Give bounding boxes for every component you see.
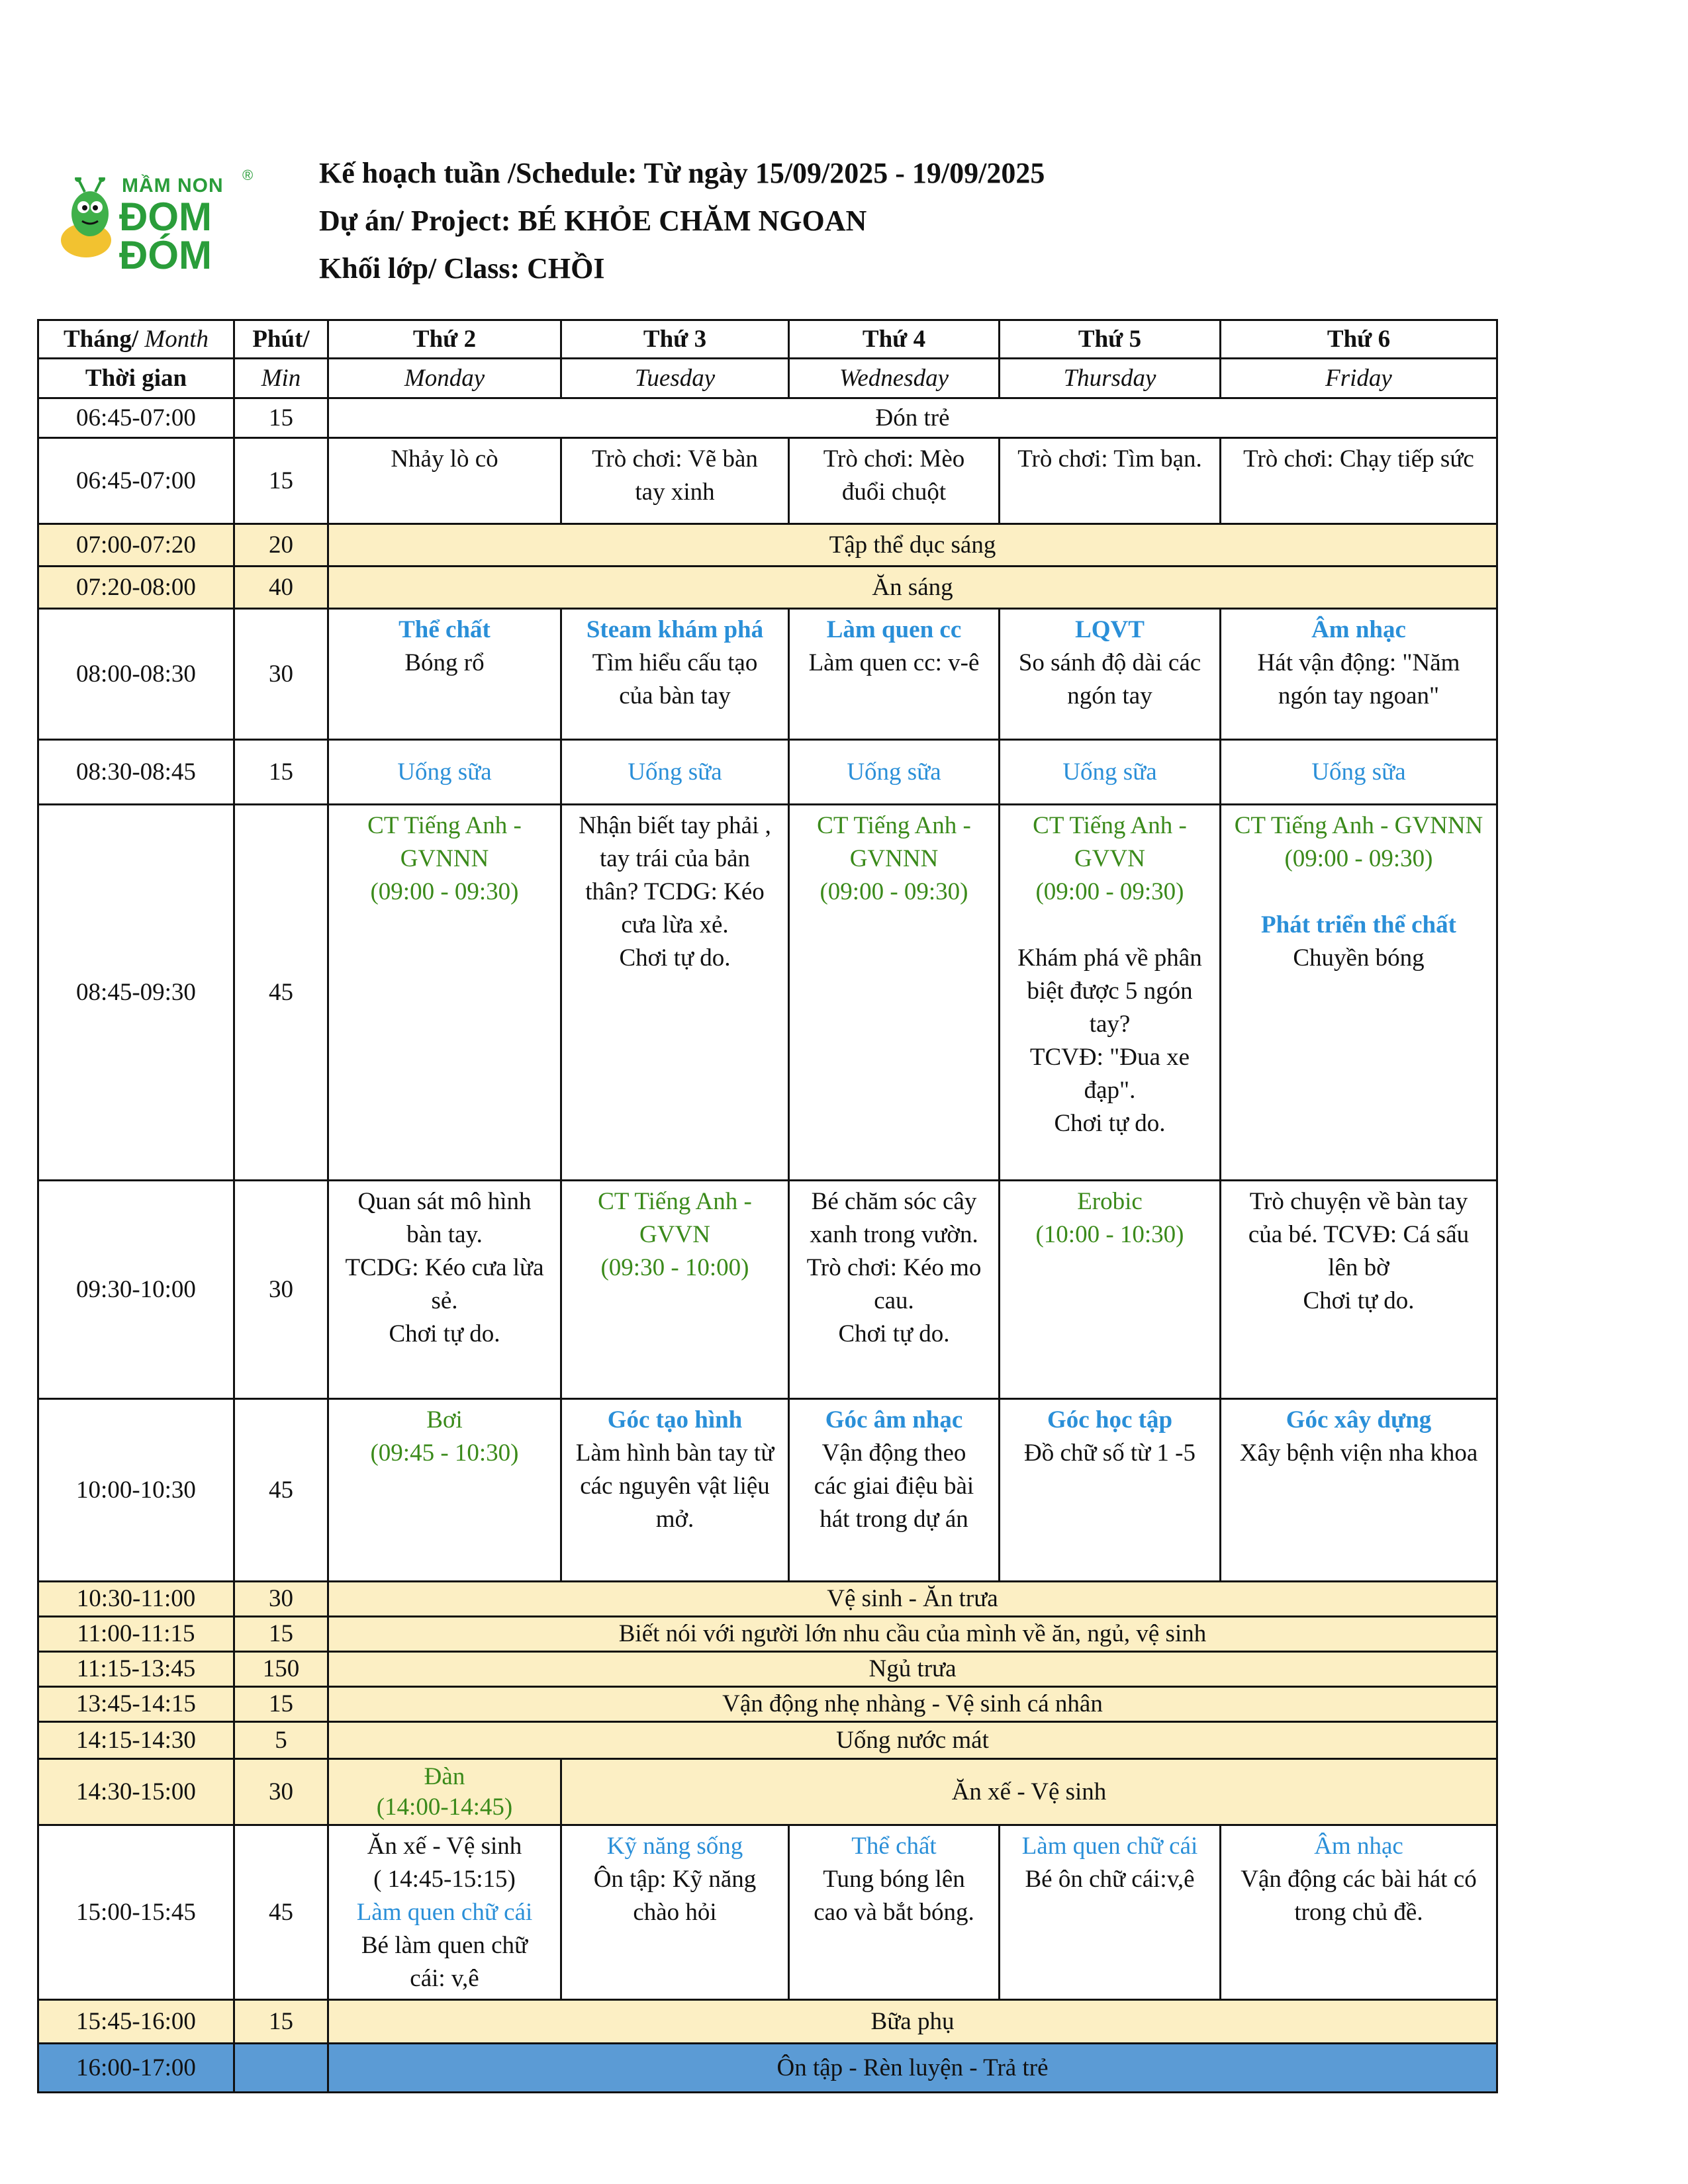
cell-text: ngón tay bbox=[1067, 682, 1152, 709]
cell-text: sẻ. bbox=[431, 1287, 458, 1314]
cell-text: Bé chăm sóc cây bbox=[811, 1188, 977, 1215]
activity-cell: Đón trẻ bbox=[328, 398, 1497, 438]
cell-text: (10:00 - 10:30) bbox=[1035, 1221, 1184, 1248]
cell-text: đuổi chuột bbox=[841, 478, 947, 506]
table-row bbox=[38, 2000, 1497, 2044]
cell-text: cái: v,ê bbox=[410, 1965, 479, 1992]
thu-cell bbox=[1000, 805, 1221, 1181]
cell-title: Steam khám phá bbox=[586, 616, 764, 643]
cell-text: của bé. TCVĐ: Cá sấu bbox=[1248, 1221, 1470, 1248]
cell-title: Âm nhạc bbox=[1311, 616, 1406, 643]
cell-title: Thể chất bbox=[399, 616, 491, 643]
cell-text: các giai điệu bài bbox=[814, 1473, 974, 1500]
min-cell: 30 bbox=[234, 1181, 328, 1399]
cell-text: thân? TCDG: Kéo bbox=[585, 878, 765, 905]
min-cell: 40 bbox=[234, 567, 328, 609]
cell-text: TCDG: Kéo cưa lừa bbox=[345, 1254, 544, 1281]
time-cell: 10:00-10:30 bbox=[38, 1399, 234, 1582]
cell-text: Trò chơi: Mèo bbox=[823, 445, 965, 473]
cell-text: Trò chơi: Kéo mo bbox=[806, 1254, 982, 1281]
cell-text: cưa lừa xẻ. bbox=[621, 911, 729, 938]
activity-cell: Biết nói với người lớn nhu cầu của mình về ăn, ngủ, vệ sinh bbox=[328, 1617, 1497, 1652]
day-header-fri: Thứ 6 bbox=[1221, 320, 1497, 359]
day-header-tue: Thứ 3 bbox=[561, 320, 789, 359]
fri-cell bbox=[1221, 609, 1497, 740]
mon-cell bbox=[328, 805, 561, 1181]
cell-text: tay trái của bản bbox=[599, 845, 751, 872]
month-header bbox=[38, 320, 234, 359]
week-plan-title: Kế hoạch tuần /Schedule: Từ ngày 15/09/2025 - 19/09/2025 bbox=[319, 157, 1045, 189]
time-cell: 06:45-07:00 bbox=[38, 438, 234, 524]
cell-text: Chơi tự do. bbox=[1303, 1287, 1415, 1314]
thu-cell bbox=[1000, 1181, 1221, 1399]
cell-text: Tìm hiểu cấu tạo bbox=[592, 649, 758, 676]
tue-cell bbox=[561, 609, 789, 740]
time-cell: 07:20-08:00 bbox=[38, 567, 234, 609]
time-cell: 06:45-07:00 bbox=[38, 398, 234, 438]
tue-cell bbox=[561, 1399, 789, 1582]
min-cell: 15 bbox=[234, 2000, 328, 2044]
activity-cell: Tập thể dục sáng bbox=[328, 524, 1497, 567]
min-cell: 20 bbox=[234, 524, 328, 567]
cell-text: Bé ôn chữ cái:v,ê bbox=[1025, 1866, 1195, 1893]
cell-text: lên bờ bbox=[1328, 1254, 1389, 1281]
thu-cell bbox=[1000, 1399, 1221, 1582]
cell-text: cau. bbox=[874, 1287, 914, 1314]
fri-cell: Uống sữa bbox=[1221, 740, 1497, 805]
cell-text: Tung bóng lên bbox=[823, 1866, 965, 1893]
day-header-thu: Thứ 5 bbox=[1000, 320, 1221, 359]
activity-cell: Uống nước mát bbox=[328, 1722, 1497, 1759]
cell-text: xanh trong vườn. bbox=[810, 1221, 978, 1248]
cell-text: (09:00 - 09:30) bbox=[1035, 878, 1184, 905]
header-row-1 bbox=[38, 320, 1497, 359]
cell-text: (09:45 - 10:30) bbox=[370, 1439, 519, 1467]
cell-text: Trò chơi: Chạy tiếp sức bbox=[1243, 445, 1474, 473]
cell-text: Erobic bbox=[1077, 1188, 1143, 1215]
activity-cell: Vệ sinh - Ăn trưa bbox=[328, 1582, 1497, 1617]
min-cell bbox=[234, 2044, 328, 2093]
cell-text: Trò chơi: Vẽ bàn bbox=[592, 445, 758, 473]
cell-text: Bé làm quen chữ bbox=[361, 1932, 528, 1959]
thu-cell bbox=[1000, 609, 1221, 740]
min-cell: 45 bbox=[234, 1825, 328, 2000]
wed-cell bbox=[789, 438, 1000, 524]
min-cell: 5 bbox=[234, 1722, 328, 1759]
table-row bbox=[38, 740, 1497, 805]
cell-text: Bơi bbox=[426, 1406, 463, 1433]
table-row bbox=[38, 524, 1497, 567]
min-cell: 15 bbox=[234, 398, 328, 438]
time-cell: 15:45-16:00 bbox=[38, 2000, 234, 2044]
day-header-wed: Thứ 4 bbox=[789, 320, 1000, 359]
tue-cell bbox=[561, 1825, 789, 2000]
time-cell: 14:30-15:00 bbox=[38, 1759, 234, 1825]
wed-cell: Uống sữa bbox=[789, 740, 1000, 805]
cell-text: Làm hình bàn tay từ bbox=[575, 1439, 774, 1467]
cell-text: So sánh độ dài các bbox=[1018, 649, 1201, 676]
activity-cell: Ăn sáng bbox=[328, 567, 1497, 609]
cell-title: Làm quen chữ cái bbox=[356, 1899, 533, 1926]
cell-text: CT Tiếng Anh - bbox=[598, 1188, 752, 1215]
cell-text: Vận động theo bbox=[821, 1439, 966, 1467]
day-header-fri-en: Friday bbox=[1221, 359, 1497, 398]
activity-cell: Ăn xế - Vệ sinh bbox=[561, 1759, 1497, 1825]
cell-text: tay xinh bbox=[635, 478, 715, 506]
cell-text: (14:00-14:45) bbox=[376, 1793, 513, 1821]
cell-text: Nhảy lò cò bbox=[391, 445, 498, 473]
logo-small-text: MẦM NON bbox=[122, 175, 224, 197]
table-row bbox=[38, 567, 1497, 609]
cell-text: CT Tiếng Anh - GVNNN bbox=[1234, 812, 1483, 839]
wed-cell bbox=[789, 805, 1000, 1181]
time-cell: 11:00-11:15 bbox=[38, 1617, 234, 1652]
cell-title: Làm quen chữ cái bbox=[1021, 1833, 1198, 1860]
mon-cell: Uống sữa bbox=[328, 740, 561, 805]
tue-cell bbox=[561, 805, 789, 1181]
cell-text: Đồ chữ số từ 1 -5 bbox=[1024, 1439, 1196, 1467]
fri-cell bbox=[1221, 438, 1497, 524]
schedule-table bbox=[37, 319, 1498, 2093]
cell-spacer bbox=[1224, 876, 1493, 909]
time-cell: 08:30-08:45 bbox=[38, 740, 234, 805]
cell-title: Làm quen cc bbox=[826, 616, 962, 643]
cell-text: của bàn tay bbox=[619, 682, 731, 709]
cell-text: Trò chuyện về bàn tay bbox=[1249, 1188, 1468, 1215]
cell-text: GVVN bbox=[1074, 845, 1145, 872]
cell-text: Đàn bbox=[424, 1762, 465, 1790]
time-cell: 11:15-13:45 bbox=[38, 1652, 234, 1687]
cell-spacer bbox=[1003, 909, 1217, 942]
cell-title: Kỹ năng sống bbox=[606, 1833, 743, 1860]
mon-cell bbox=[328, 609, 561, 740]
cell-text: ( 14:45-15:15) bbox=[373, 1866, 516, 1893]
activity-cell: Bữa phụ bbox=[328, 2000, 1497, 2044]
cell-text: CT Tiếng Anh - bbox=[1033, 812, 1187, 839]
time-cell: 08:45-09:30 bbox=[38, 805, 234, 1181]
cell-title: Thể chất bbox=[851, 1833, 937, 1860]
wed-cell bbox=[789, 609, 1000, 740]
table-row bbox=[38, 1399, 1497, 1582]
logo-big-text-1: ĐOM bbox=[119, 195, 212, 239]
cell-text: Ăn xế - Vệ sinh bbox=[367, 1833, 522, 1860]
cell-text: TCVĐ: "Đua xe bbox=[1029, 1044, 1190, 1071]
tue-cell bbox=[561, 438, 789, 524]
min-cell: 30 bbox=[234, 609, 328, 740]
cell-text: Chuyền bóng bbox=[1293, 944, 1425, 972]
cell-text: đạp". bbox=[1084, 1077, 1136, 1104]
cell-text: Hát vận động: "Năm bbox=[1257, 649, 1460, 676]
cell-text: Trò chơi: Tìm bạn. bbox=[1017, 445, 1202, 473]
cell-text: Quan sát mô hình bbox=[357, 1188, 532, 1215]
min-cell: 15 bbox=[234, 1687, 328, 1722]
cell-text: CT Tiếng Anh - bbox=[817, 812, 971, 839]
cell-title: Phát triển thể chất bbox=[1261, 911, 1456, 938]
cell-text: GVVN bbox=[639, 1221, 710, 1248]
fri-cell bbox=[1221, 1825, 1497, 2000]
cell-text: Vận động các bài hát có bbox=[1241, 1866, 1477, 1893]
cell-text: (09:00 - 09:30) bbox=[820, 878, 968, 905]
cell-text: Bóng rổ bbox=[404, 649, 485, 676]
activity-cell: Vận động nhẹ nhàng - Vệ sinh cá nhân bbox=[328, 1687, 1497, 1722]
min-header: Phút/ bbox=[234, 320, 328, 359]
cell-text: CT Tiếng Anh - bbox=[367, 812, 522, 839]
thu-cell: Uống sữa bbox=[1000, 740, 1221, 805]
time-cell: 08:00-08:30 bbox=[38, 609, 234, 740]
cell-text: mở. bbox=[655, 1506, 694, 1533]
min-cell: 30 bbox=[234, 1759, 328, 1825]
wed-cell bbox=[789, 1825, 1000, 2000]
day-header-mon: Thứ 2 bbox=[328, 320, 561, 359]
day-header-thu-en: Thursday bbox=[1000, 359, 1221, 398]
table-row bbox=[38, 1582, 1497, 1617]
cell-text: các nguyên vật liệu bbox=[580, 1473, 770, 1500]
mon-cell bbox=[328, 1825, 561, 2000]
class-title: Khối lớp/ Class: CHỒI bbox=[319, 252, 605, 285]
table-row bbox=[38, 1722, 1497, 1759]
time-header: Thời gian bbox=[38, 359, 234, 398]
table-row bbox=[38, 1617, 1497, 1652]
min-cell: 45 bbox=[234, 805, 328, 1181]
activity-cell: Ôn tập - Rèn luyện - Trả trẻ bbox=[328, 2044, 1497, 2093]
cell-text: GVNNN bbox=[849, 845, 939, 872]
cell-text: (09:00 - 09:30) bbox=[1284, 845, 1433, 872]
project-title: Dự án/ Project: BÉ KHỎE CHĂM NGOAN bbox=[319, 205, 867, 237]
time-cell: 14:15-14:30 bbox=[38, 1722, 234, 1759]
cell-text: trong chủ đề. bbox=[1294, 1899, 1423, 1926]
cell-title: Góc học tập bbox=[1047, 1406, 1173, 1433]
day-header-mon-en: Monday bbox=[328, 359, 561, 398]
tue-cell: Uống sữa bbox=[561, 740, 789, 805]
fri-cell bbox=[1221, 1399, 1497, 1582]
table-row bbox=[38, 805, 1497, 1181]
time-cell: 10:30-11:00 bbox=[38, 1582, 234, 1617]
cell-text: ngón tay ngoan" bbox=[1278, 682, 1440, 709]
min-cell: 15 bbox=[234, 438, 328, 524]
cell-text: Chơi tự do. bbox=[838, 1320, 950, 1347]
logo-registered: ® bbox=[242, 167, 254, 183]
table-row bbox=[38, 1759, 1497, 1825]
cell-text: tay? bbox=[1089, 1011, 1131, 1038]
cell-text: Làm quen cc: v-ê bbox=[808, 649, 980, 676]
table-row bbox=[38, 609, 1497, 740]
cell-text: Ôn tập: Kỹ năng bbox=[593, 1866, 757, 1893]
fri-cell bbox=[1221, 805, 1497, 1181]
table-row bbox=[38, 398, 1497, 438]
cell-text: bàn tay. bbox=[406, 1221, 483, 1248]
cell-text: chào hỏi bbox=[633, 1899, 717, 1926]
month-label-vi: Tháng/ bbox=[64, 325, 145, 353]
cell-text: hát trong dự án bbox=[820, 1506, 968, 1533]
table-row bbox=[38, 1687, 1497, 1722]
min-cell: 45 bbox=[234, 1399, 328, 1582]
cell-text: Chơi tự do. bbox=[389, 1320, 500, 1347]
min-cell: 150 bbox=[234, 1652, 328, 1687]
thu-cell bbox=[1000, 438, 1221, 524]
cell-text: Xây bệnh viện nha khoa bbox=[1239, 1439, 1478, 1467]
cell-text: (09:30 - 10:00) bbox=[600, 1254, 749, 1281]
time-cell: 07:00-07:20 bbox=[38, 524, 234, 567]
mon-cell bbox=[328, 1399, 561, 1582]
table-row bbox=[38, 1181, 1497, 1399]
thu-cell bbox=[1000, 1825, 1221, 2000]
cell-text: biệt được 5 ngón bbox=[1027, 978, 1193, 1005]
time-cell: 15:00-15:45 bbox=[38, 1825, 234, 2000]
activity-cell: Ngủ trưa bbox=[328, 1652, 1497, 1687]
fri-cell bbox=[1221, 1181, 1497, 1399]
month-label-en: Month bbox=[144, 325, 209, 353]
firefly-icon bbox=[58, 177, 121, 263]
cell-title: Góc tạo hình bbox=[607, 1406, 743, 1433]
day-header-tue-en: Tuesday bbox=[561, 359, 789, 398]
min-cell: 15 bbox=[234, 1617, 328, 1652]
header-row-2 bbox=[38, 359, 1497, 398]
table-row bbox=[38, 2044, 1497, 2093]
min-cell: 30 bbox=[234, 1582, 328, 1617]
table-row bbox=[38, 1825, 1497, 2000]
cell-text: Chơi tự do. bbox=[619, 944, 731, 972]
cell-text: (09:00 - 09:30) bbox=[370, 878, 519, 905]
cell-text: cao và bắt bóng. bbox=[814, 1899, 974, 1926]
cell-title: Góc âm nhạc bbox=[825, 1406, 963, 1433]
min-header-en: Min bbox=[234, 359, 328, 398]
time-cell: 16:00-17:00 bbox=[38, 2044, 234, 2093]
cell-text: Chơi tự do. bbox=[1054, 1110, 1166, 1137]
time-cell: 09:30-10:00 bbox=[38, 1181, 234, 1399]
min-cell: 15 bbox=[234, 740, 328, 805]
cell-text: Nhận biết tay phải , bbox=[579, 812, 771, 839]
day-header-wed-en: Wednesday bbox=[789, 359, 1000, 398]
tue-cell bbox=[561, 1181, 789, 1399]
wed-cell bbox=[789, 1399, 1000, 1582]
mon-cell bbox=[328, 1181, 561, 1399]
cell-title: LQVT bbox=[1075, 616, 1145, 643]
cell-title: Âm nhạc bbox=[1314, 1833, 1403, 1860]
cell-title: Góc xây dựng bbox=[1286, 1406, 1432, 1433]
table-row bbox=[38, 1652, 1497, 1687]
mon-cell bbox=[328, 438, 561, 524]
cell-text: GVNNN bbox=[400, 845, 489, 872]
table-row bbox=[38, 438, 1497, 524]
mon-cell bbox=[328, 1759, 561, 1825]
cell-text: Khám phá về phân bbox=[1017, 944, 1202, 972]
wed-cell bbox=[789, 1181, 1000, 1399]
time-cell: 13:45-14:15 bbox=[38, 1687, 234, 1722]
logo bbox=[58, 164, 257, 277]
logo-big-text-2: ĐÓM bbox=[119, 233, 212, 277]
